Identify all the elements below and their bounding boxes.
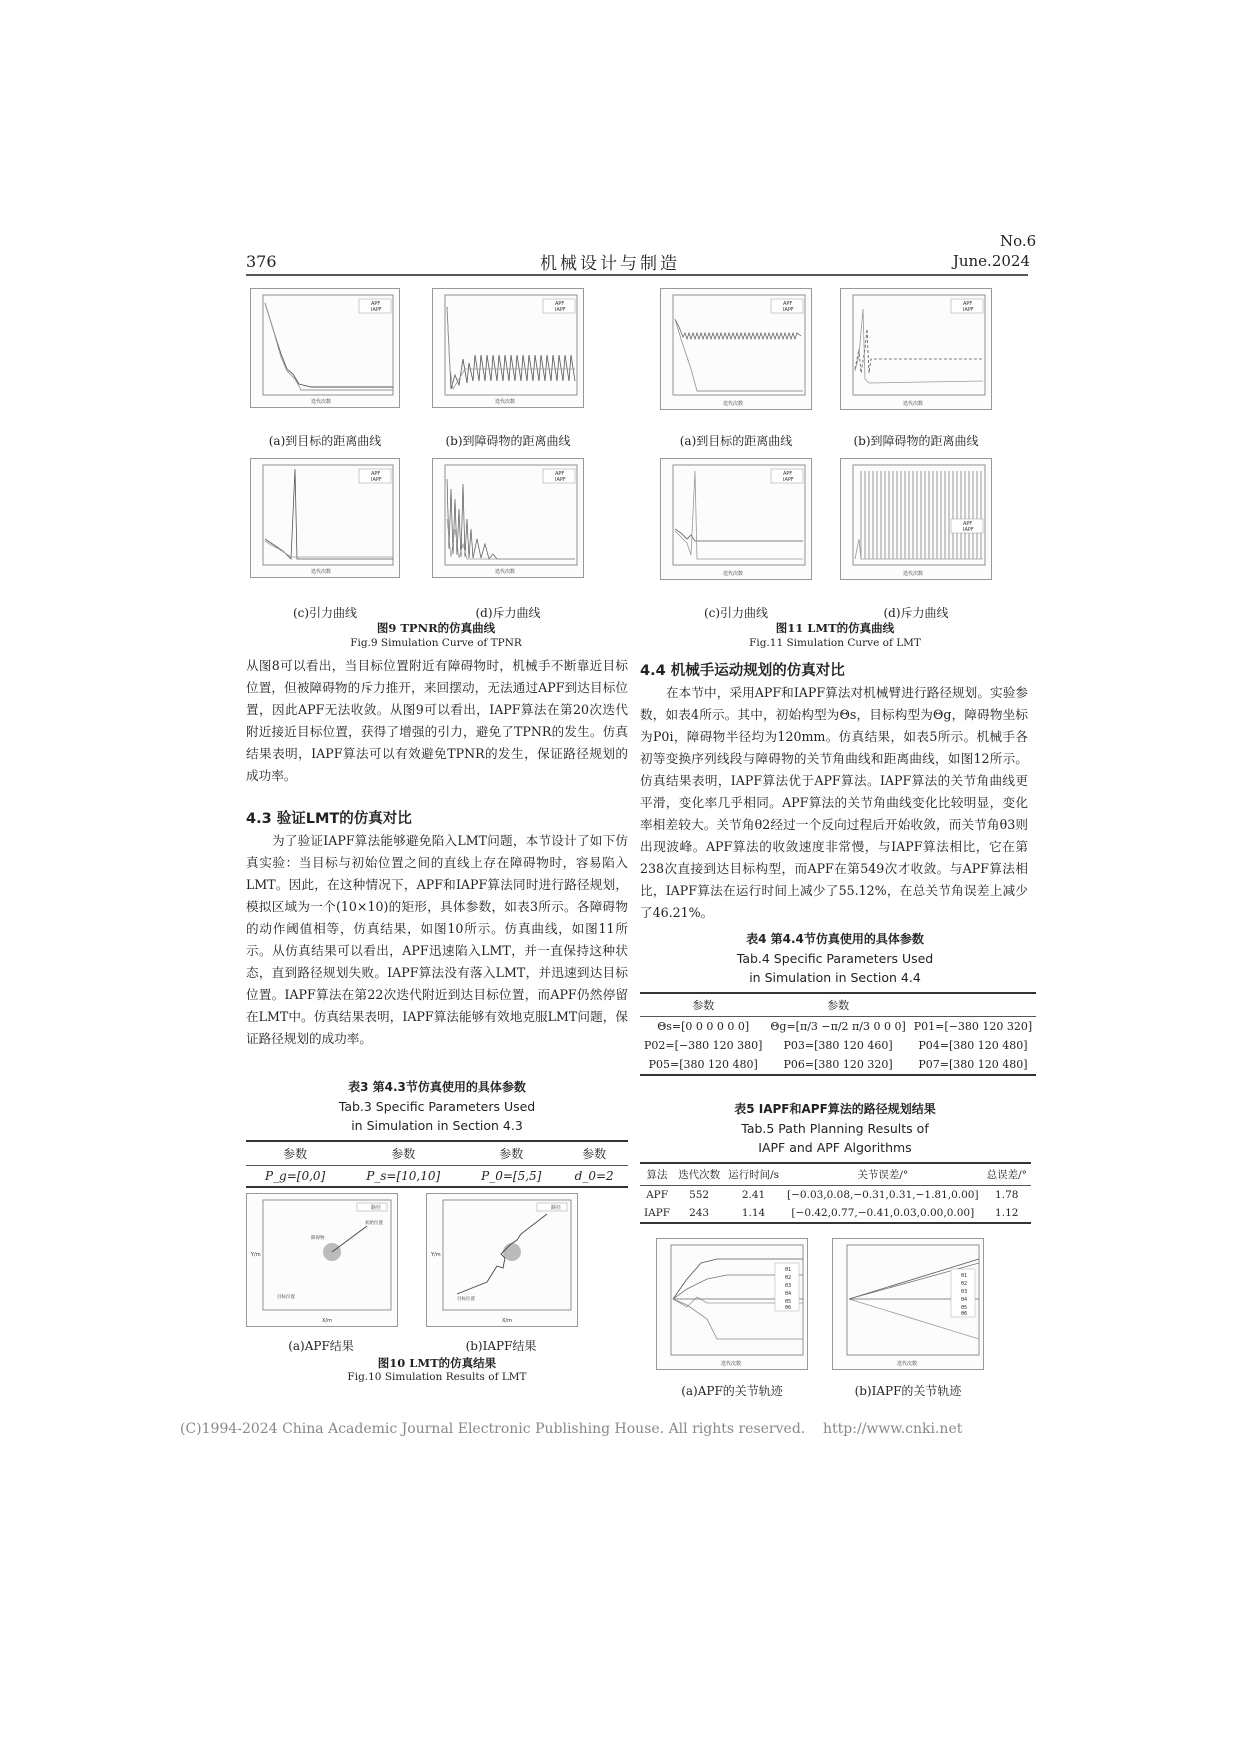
fig12b-legend-j3: θ3 bbox=[961, 1289, 968, 1295]
fig11a-caption: (a)到目标的距离曲线 bbox=[679, 434, 793, 448]
table5-cell: APF bbox=[646, 1189, 669, 1201]
table5 bbox=[640, 1162, 1031, 1224]
fig10-caption-cn: 图10 LMT的仿真结果 bbox=[377, 1356, 497, 1370]
issue-number: No.6 bbox=[1000, 232, 1037, 250]
fig10-panel-a bbox=[246, 1193, 398, 1327]
fig9b-legend-apf: APF bbox=[555, 301, 565, 307]
fig11c-legend-apf: APF bbox=[783, 471, 793, 477]
fig11c-legend-iapf: IAPF bbox=[783, 477, 794, 483]
fig12b-legend-j4: θ4 bbox=[961, 1297, 968, 1303]
table4-header: 参数 bbox=[692, 999, 715, 1012]
fig11c-apf-line bbox=[675, 529, 803, 541]
table5-cell: 1.78 bbox=[995, 1189, 1019, 1201]
table5-caption bbox=[640, 1100, 1030, 1157]
table4-cell: P06=[380 120 320] bbox=[783, 1058, 893, 1071]
table3-header: 参数 bbox=[499, 1147, 524, 1161]
fig12a-legend-j5: θ5 bbox=[785, 1299, 792, 1305]
fig9c-legend-iapf: IAPF bbox=[371, 477, 382, 483]
fig12b-legend-j6: θ6 bbox=[961, 1311, 968, 1317]
fig10-panel-b bbox=[426, 1193, 578, 1327]
fig11-panel-b bbox=[840, 288, 992, 410]
section-4-4-heading: 4.4 机械手运动规划的仿真对比 bbox=[640, 663, 845, 679]
fig11b-xlabel: 迭代次数 bbox=[903, 401, 924, 407]
fig12a-legend-j2: θ2 bbox=[785, 1275, 792, 1281]
fig12b-caption: (b)IAPF的关节轨迹 bbox=[854, 1384, 962, 1398]
fig10b-plot bbox=[427, 1194, 577, 1326]
fig9c-xlabel: 迭代次数 bbox=[311, 569, 332, 575]
fig12a-legend-j1: θ1 bbox=[785, 1267, 792, 1273]
fig11c-xlabel: 迭代次数 bbox=[723, 571, 744, 577]
table5-header: 运行时间/s bbox=[728, 1169, 780, 1181]
copyright-footer: (C)1994-2024 China Academic Journal Electronic Publishing House. All rights reserved. http://www.cnki.net bbox=[180, 1421, 963, 1437]
table4-cell: P07=[380 120 480] bbox=[918, 1058, 1028, 1071]
table5-cell: 552 bbox=[689, 1189, 710, 1201]
table4-caption-cn: 表4 第4.4节仿真使用的具体参数 bbox=[746, 932, 924, 946]
fig10b-obstacle bbox=[503, 1243, 521, 1261]
fig10b-caption: (b)IAPF结果 bbox=[465, 1339, 537, 1353]
fig10a-legend: 路径 bbox=[371, 1205, 382, 1211]
fig9-caption-cn: 图9 TPNR的仿真曲线 bbox=[376, 621, 496, 635]
fig11-panel-d bbox=[840, 458, 992, 580]
fig9c-iapf-line bbox=[265, 541, 393, 557]
fig11b-plot bbox=[841, 289, 991, 409]
fig11b-iapf-line bbox=[855, 309, 983, 383]
table5-caption-en2: IAPF and APF Algorithms bbox=[758, 1140, 912, 1155]
table5-header: 迭代次数 bbox=[678, 1169, 721, 1181]
fig11b-apf-line bbox=[855, 329, 983, 373]
table5-cell: 1.14 bbox=[741, 1207, 766, 1219]
fig11d-iapf-line bbox=[855, 539, 983, 559]
table3-header: 参数 bbox=[582, 1147, 607, 1161]
header-rule bbox=[246, 274, 1028, 276]
table4-header bbox=[910, 993, 1036, 1017]
fig10a-path bbox=[332, 1226, 367, 1252]
fig11-panel-a bbox=[660, 288, 812, 410]
fig11-caption-cn: 图11 LMT的仿真曲线 bbox=[775, 621, 895, 635]
fig10a-start-label: 目标位置 bbox=[277, 1295, 295, 1300]
fig11c-plot bbox=[661, 459, 811, 579]
issue-date: June.2024 bbox=[952, 252, 1030, 270]
fig12b-plot bbox=[833, 1239, 983, 1369]
fig9b-caption: (b)到障碍物的距离曲线 bbox=[445, 434, 571, 448]
fig9a-caption: (a)到目标的距离曲线 bbox=[268, 434, 382, 448]
fig11-caption-en: Fig.11 Simulation Curve of LMT bbox=[749, 637, 921, 649]
journal-title: 机械设计与制造 bbox=[540, 254, 680, 274]
fig9-caption-en: Fig.9 Simulation Curve of TPNR bbox=[350, 637, 522, 649]
table3-cell: P_s=[10,10] bbox=[366, 1169, 441, 1183]
fig10b-start-label: 目标位置 bbox=[457, 1297, 475, 1302]
fig10a-obstacle-label: 障碍物 bbox=[311, 1236, 325, 1241]
fig9d-legend-apf: APF bbox=[555, 471, 565, 477]
fig12-panel-a bbox=[656, 1238, 808, 1370]
fig11d-caption: (d)斥力曲线 bbox=[883, 606, 949, 620]
fig11d-legend-apf: APF bbox=[963, 521, 973, 527]
table3-header: 参数 bbox=[283, 1147, 308, 1161]
fig12a-caption: (a)APF的关节轨迹 bbox=[681, 1384, 783, 1398]
fig11d-plot bbox=[841, 459, 991, 579]
table4-header: 参数 bbox=[827, 999, 850, 1012]
fig9a-legend-apf: APF bbox=[371, 301, 381, 307]
fig10a-ylabel: Y/m bbox=[251, 1252, 261, 1258]
fig9a-plot bbox=[251, 289, 399, 407]
fig10a-target-label: 初始位置 bbox=[365, 1221, 383, 1226]
fig12b-legend-j1: θ1 bbox=[961, 1273, 968, 1279]
fig10b-ylabel: Y/m bbox=[431, 1252, 441, 1258]
fig9a-apf-line bbox=[265, 303, 393, 387]
table3-caption bbox=[246, 1078, 628, 1135]
table4-caption-en1: Tab.4 Specific Parameters Used bbox=[736, 951, 934, 966]
fig11b-legend-apf: APF bbox=[963, 301, 973, 307]
fig11d-legend-iapf: IAPF bbox=[963, 527, 974, 533]
table4-cell: P05=[380 120 480] bbox=[648, 1058, 758, 1071]
table3-cell: P_g=[0,0] bbox=[264, 1169, 326, 1183]
fig11d-apf-oscillation bbox=[861, 471, 981, 559]
table4-caption-en2: in Simulation in Section 4.4 bbox=[749, 970, 921, 985]
fig9a-xlabel: 迭代次数 bbox=[311, 399, 332, 405]
table5-caption-en1: Tab.5 Path Planning Results of bbox=[741, 1121, 929, 1136]
fig9d-plot bbox=[433, 459, 583, 577]
fig11b-legend-iapf: IAPF bbox=[963, 307, 974, 313]
left-paragraph-1: 从图8可以看出，当目标位置附近有障碍物时，机械手不断靠近目标位置，但被障碍物的斥力推开，来回摆动，无法通过APF到达目标位置，因此APF无法收敛。从图9可以看出，IAPF算法在第20次迭代附近接近目标位置，获得了增强的引力，避免了TPNR的发生。仿真结果表明，IAPF算法可以有效避免TPNR的发生，保证路径规划的成功率。 bbox=[246, 658, 628, 783]
fig11-panel-c bbox=[660, 458, 812, 580]
fig9-panel-d bbox=[432, 458, 584, 578]
fig12-panel-b bbox=[832, 1238, 984, 1370]
fig9d-apf-line bbox=[447, 479, 575, 559]
fig10b-legend: 路径 bbox=[551, 1205, 562, 1211]
table3-cell: d_0=2 bbox=[574, 1169, 614, 1183]
fig12b-xlabel: 迭代次数 bbox=[897, 1361, 918, 1367]
fig9-panel-a bbox=[250, 288, 400, 408]
fig12a-legend-j3: θ3 bbox=[785, 1283, 792, 1289]
fig9d-caption: (d)斥力曲线 bbox=[475, 606, 541, 620]
fig9a-iapf-line bbox=[265, 303, 393, 390]
fig11a-xlabel: 迭代次数 bbox=[723, 401, 744, 407]
fig10a-xlabel: X/m bbox=[322, 1318, 332, 1324]
fig9b-apf-line bbox=[447, 307, 575, 389]
fig10a-plot bbox=[247, 1194, 397, 1326]
fig12a-xlabel: 迭代次数 bbox=[721, 1361, 742, 1367]
fig9-panel-c bbox=[250, 458, 400, 578]
table5-header: 关节误差/° bbox=[857, 1169, 909, 1181]
table5-header: 算法 bbox=[646, 1169, 668, 1181]
table5-cell: [−0.42,0.77,−0.41,0.03,0.00,0.00] bbox=[791, 1207, 975, 1219]
fig9b-xlabel: 迭代次数 bbox=[495, 399, 516, 405]
fig10b-xlabel: X/m bbox=[502, 1318, 512, 1324]
left-paragraph-2: 为了验证IAPF算法能够避免陷入LMT问题，本节设计了如下仿真实验：当目标与初始位置之间的直线上存在障碍物时，容易陷入LMT。因此，在这种情况下，APF和IAPF算法同时进行路径规划，模拟区域为一个(10×10)的矩形，具体参数，如表3所示。各障碍物的动作阈值相等，仿真结果，如图10所示。仿真曲线，如图11所示。从仿真结果可以看出，APF迅速陷入LMT，并一直保持这种状态，直到路径规划失败。IAPF算法没有落入LMT，并迅速到达目标位置。IAPF算法在第22次迭代附近到达目标位置，而APF仍然停留在LMT中。仿真结果表明，IAPF算法能够有效地克服LMT问题，保证路径规划的成功率。 bbox=[246, 833, 628, 1046]
table3-header: 参数 bbox=[391, 1147, 416, 1161]
table4-cell: P04=[380 120 480] bbox=[918, 1039, 1028, 1052]
fig12a-plot bbox=[657, 1239, 807, 1369]
fig11b-caption: (b)到障碍物的距离曲线 bbox=[853, 434, 979, 448]
fig11a-legend-apf: APF bbox=[783, 301, 793, 307]
fig10-caption-en: Fig.10 Simulation Results of LMT bbox=[347, 1371, 527, 1383]
table4 bbox=[640, 992, 1036, 1076]
fig12a-legend-j4: θ4 bbox=[785, 1291, 792, 1297]
table4-cell: P02=[−380 120 380] bbox=[644, 1039, 763, 1052]
fig9a-legend-iapf: IAPF bbox=[371, 307, 382, 313]
page-number: 376 bbox=[246, 252, 277, 271]
fig11a-iapf-line bbox=[675, 319, 803, 391]
fig12b-legend-j5: θ5 bbox=[961, 1305, 968, 1311]
right-paragraph-1: 在本节中，采用APF和IAPF算法对机械臂进行路径规划。实验参数，如表4所示。其中，初始构型为Θs，目标构型为Θg，障碍物坐标为P0i，障碍物半径均为120mm。仿真结果，如表5所示。机械手各初等变换序列线段与障碍物的关节角曲线和距离曲线，如图12所示。仿真结果表明，IAPF算法优于APF算法。IAPF算法的关节角曲线更平滑，变化率几乎相同。APF算法的关节角曲线变化比较明显，变化率相差较大。关节角θ2经过一个反向过程后开始收敛，而关节角θ3则出现波峰。APF算法的收敛速度非常慢，与IAPF算法相比，它在第238次直接到达目标构型，而APF在第549次才收敛。与APF算法相比，IAPF算法在运行时间上减少了55.12%，在总关节角误差上减少了46.21%。 bbox=[640, 685, 1028, 920]
table5-caption-cn: 表5 IAPF和APF算法的路径规划结果 bbox=[734, 1102, 936, 1116]
table5-cell: 243 bbox=[689, 1207, 710, 1219]
table5-cell: [−0.03,0.08,−0.31,0.31,−1.81,0.00] bbox=[787, 1189, 979, 1201]
fig11a-plot bbox=[661, 289, 811, 409]
fig10b-path bbox=[457, 1214, 547, 1294]
fig11c-caption: (c)引力曲线 bbox=[703, 606, 769, 620]
fig12b-legend-j2: θ2 bbox=[961, 1281, 968, 1287]
table3-cell: P_0=[5,5] bbox=[481, 1169, 542, 1183]
table5-cell: IAPF bbox=[644, 1207, 671, 1219]
fig11a-legend-iapf: IAPF bbox=[783, 307, 794, 313]
table5-cell: 1.12 bbox=[995, 1207, 1019, 1219]
fig10a-caption: (a)APF结果 bbox=[288, 1339, 354, 1353]
table4-caption bbox=[640, 930, 1030, 987]
fig9-panel-b bbox=[432, 288, 584, 408]
table4-cell: Θg=[π/3 −π/2 π/3 0 0 0] bbox=[770, 1020, 906, 1033]
table3-caption-cn: 表3 第4.3节仿真使用的具体参数 bbox=[348, 1080, 526, 1094]
fig9c-caption: (c)引力曲线 bbox=[292, 606, 358, 620]
fig9d-legend-iapf: IAPF bbox=[555, 477, 566, 483]
table4-cell: Θs=[0 0 0 0 0 0] bbox=[657, 1020, 750, 1033]
table5-cell: 2.41 bbox=[741, 1189, 766, 1201]
fig11a-apf-line bbox=[675, 319, 801, 339]
fig9c-plot bbox=[251, 459, 399, 577]
fig9b-legend-iapf: IAPF bbox=[555, 307, 566, 313]
table3-caption-en1: Tab.3 Specific Parameters Used bbox=[338, 1099, 536, 1114]
table4-cell: P01=[−380 120 320] bbox=[913, 1020, 1033, 1033]
fig11d-xlabel: 迭代次数 bbox=[903, 571, 924, 577]
fig12a-legend-j6: θ6 bbox=[785, 1305, 792, 1311]
table5-header: 总误差/° bbox=[986, 1169, 1027, 1181]
fig9b-plot bbox=[433, 289, 583, 407]
fig11c-iapf-line bbox=[675, 471, 803, 559]
table3 bbox=[246, 1140, 628, 1188]
fig9c-legend-apf: APF bbox=[371, 471, 381, 477]
table3-caption-en2: in Simulation in Section 4.3 bbox=[351, 1118, 523, 1133]
table4-cell: P03=[380 120 460] bbox=[783, 1039, 893, 1052]
fig9d-xlabel: 迭代次数 bbox=[495, 569, 516, 575]
section-4-3-heading: 4.3 验证LMT的仿真对比 bbox=[246, 811, 412, 827]
